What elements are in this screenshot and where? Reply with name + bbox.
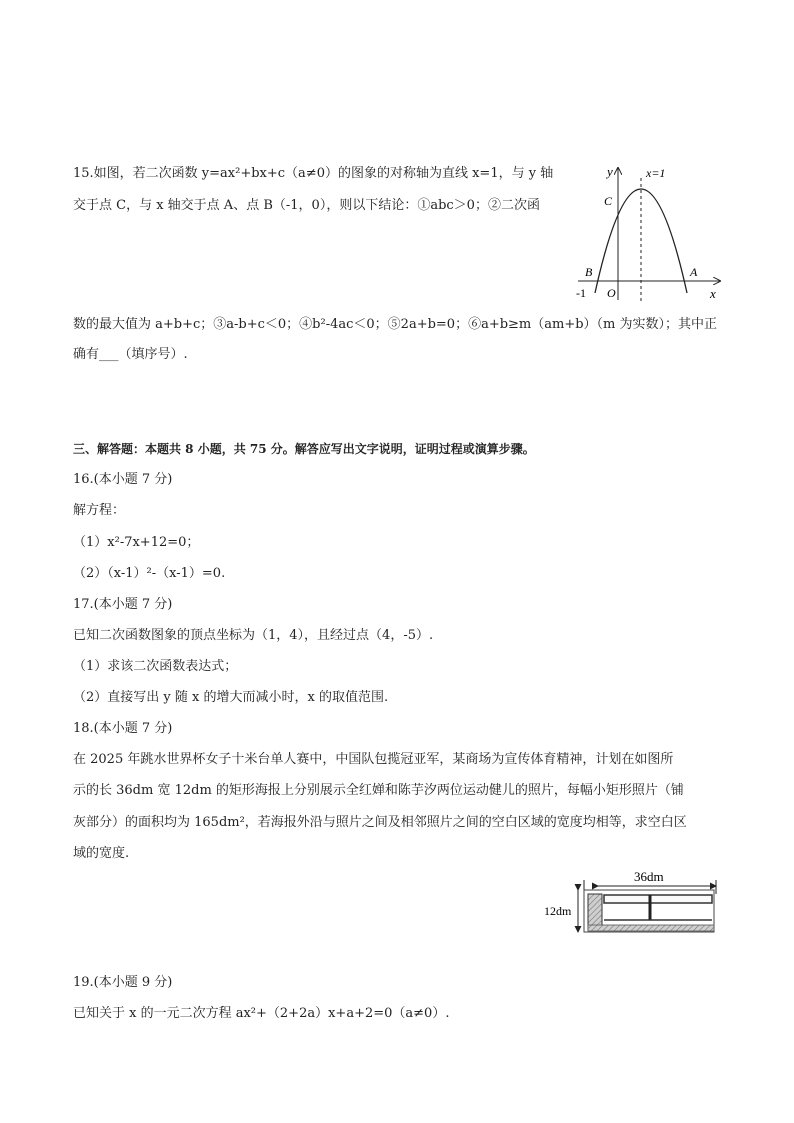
q16-title: 16.(本小题 7 分) xyxy=(73,472,173,487)
q15-line-3: 数的最大值为 a+b+c；③a-b+c＜0；④b²-4ac＜0；⑤2a+b=0；⑥a+b≥m（am+b）（m 为实数）；其中正 xyxy=(73,317,718,332)
parabola-graph xyxy=(572,160,732,305)
y-axis-label: y xyxy=(607,164,613,179)
poster-figure xyxy=(544,868,724,940)
q18-line-1: 在 2025 年跳水世界杯女子十米台单人赛中，中国队包揽冠亚军，某商场为宣传体育精神，计划在如图所 xyxy=(73,752,674,767)
height-label: 12dm xyxy=(544,904,572,918)
q17-part-1: （1）求该二次函数表达式； xyxy=(73,659,238,674)
photo-2 xyxy=(604,895,712,903)
x-axis-label: x xyxy=(710,286,716,301)
symmetry-label: x=1 xyxy=(646,166,666,180)
q16-part-2: （2）（x-1）²-（x-1）=0. xyxy=(73,566,226,581)
photo-1 xyxy=(588,894,602,930)
q17-part-2: （2）直接写出 y 随 x 的增大而减小时，x 的取值范围. xyxy=(73,690,389,705)
q19-title: 19.(本小题 9 分) xyxy=(73,975,173,990)
q17-title: 17.(本小题 7 分) xyxy=(73,597,173,612)
point-c-label: C xyxy=(604,194,613,208)
point-b-label: B xyxy=(585,265,593,279)
q17-stem: 已知二次函数图象的顶点坐标为（1，4），且经过点（4，-5）. xyxy=(73,628,434,643)
q15-line-4: 确有___（填序号）. xyxy=(73,347,188,362)
neg-one-label: -1 xyxy=(576,286,586,300)
point-a-label: A xyxy=(690,265,698,279)
width-label: 36dm xyxy=(634,869,664,884)
q16-part-1: （1）x²-7x+12=0； xyxy=(73,535,200,550)
bottom-strip xyxy=(588,925,714,931)
q18-line-3: 灰部分）的面积均为 165dm²，若海报外沿与照片之间及相邻照片之间的空白区域的宽度均相等，求空白区 xyxy=(73,815,687,830)
q15-line-2: 交于点 C，与 x 轴交于点 A、点 B（-1，0），则以下结论：①abc＞0；②二次函 xyxy=(73,198,540,213)
q15-line-1: 15.如图，若二次函数 y=ax²+bx+c（a≠0）的图象的对称轴为直线 x=1，与 y 轴 xyxy=(73,166,554,181)
q19-stem: 已知关于 x 的一元二次方程 ax²+（2+2a）x+a+2=0（a≠0）. xyxy=(73,1006,450,1021)
q18-line-2: 示的长 36dm 宽 12dm 的矩形海报上分别展示全红婵和陈芋汐两位运动健儿的照片，每幅小矩形照片（铺 xyxy=(73,783,684,798)
q18-title: 18.(本小题 7 分) xyxy=(73,721,173,736)
q18-line-4: 域的宽度. xyxy=(73,846,130,861)
section-heading: 三、解答题：本题共 8 小题，共 75 分。解答应写出文字说明，证明过程或演算步骤。 xyxy=(73,442,535,456)
q16-instruction: 解方程： xyxy=(73,503,126,518)
origin-label: O xyxy=(607,286,616,300)
